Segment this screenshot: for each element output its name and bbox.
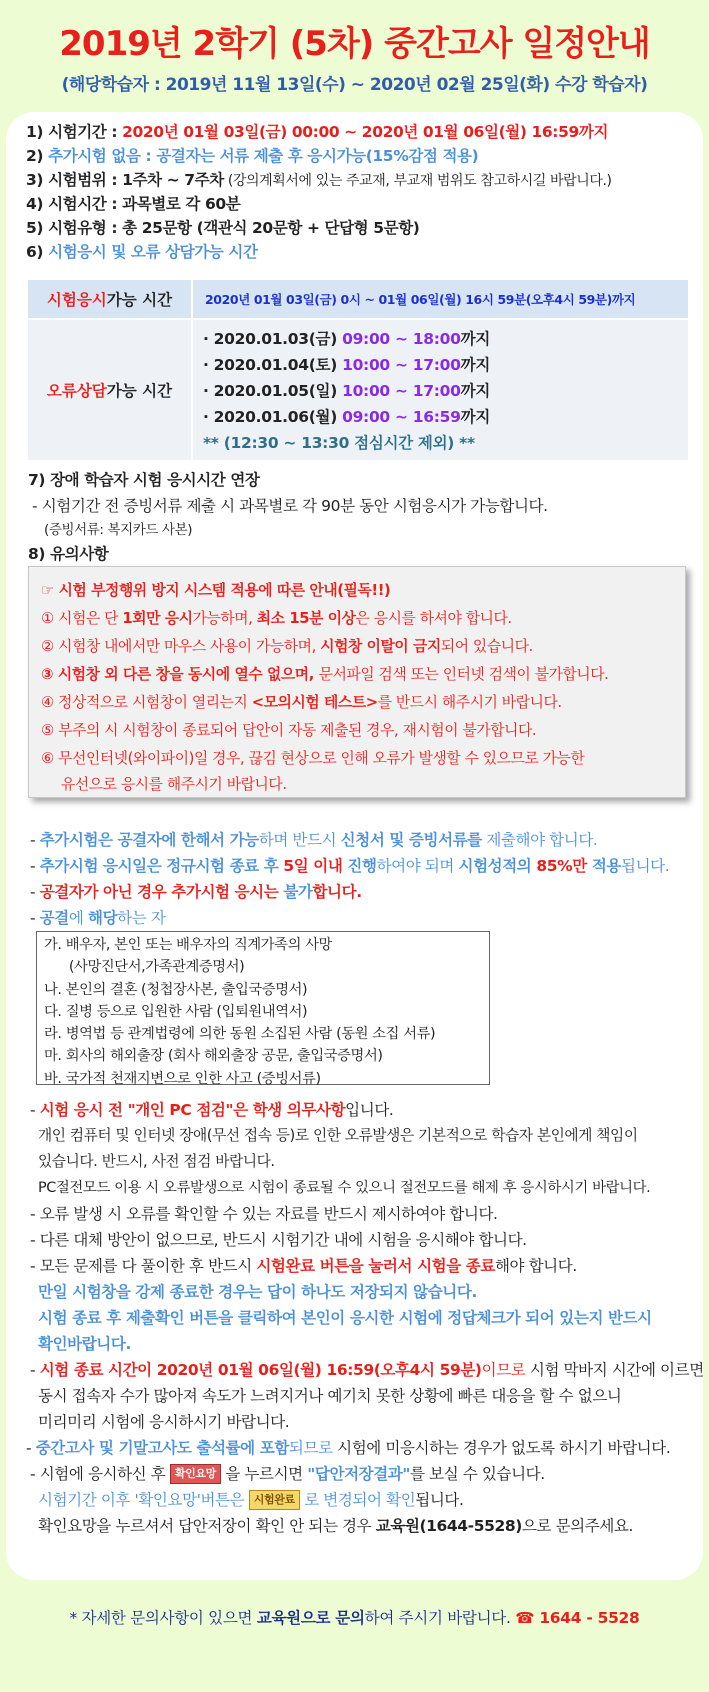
notice-line: ③ 시험창 외 다른 창을 동시에 열수 없으며, 문서파일 검색 또는 인터넷 검색이 불가합니다. xyxy=(41,666,609,683)
pc-line: 확인요망을 누르셔서 답안저장이 확인 안 되는 경우 교육원(1644-5528)으로 문의주세요. xyxy=(38,1517,634,1535)
pc-line: 있습니다. 반드시, 사전 점검 바랍니다. xyxy=(38,1153,275,1170)
pc-line: 시험기간 이후 '확인요망'버튼은 시험완료 로 변경되어 확인됩니다. xyxy=(38,1491,464,1509)
item-consult-hours: 6) 시험응시 및 오류 상담가능 시간 xyxy=(26,243,258,261)
item-extra-exam: 2) 추가시험 없음 : 공결자는 서류 제출 후 응시가능(15%감점 적용) xyxy=(26,147,479,165)
consult-row: · 2020.01.06(월) 09:00 ~ 16:59까지 xyxy=(203,408,490,426)
pc-line: - 시험에 응시하신 후 확인요망 을 누르시면 "답안저장결과"를 보실 수 있습니다. xyxy=(30,1465,545,1483)
notice-box xyxy=(28,566,686,798)
pc-line: PC절전모드 이용 시 오류발생으로 시험이 종료될 수 있으니 절전모드를 해제 후 응시하시기 바랍니다. xyxy=(38,1180,651,1196)
consult-row: · 2020.01.05(일) 10:00 ~ 17:00까지 xyxy=(203,382,490,400)
table-body-value xyxy=(193,320,688,460)
notice-line: ② 시험창 내에서만 마우스 사용이 가능하며, 시험창 이탈이 금지되어 있습니다. xyxy=(41,638,533,655)
extra-line: - 공결자가 아닌 경우 추가시험 응시는 불가합니다. xyxy=(30,883,362,901)
notice-line: ⑥ 무선인터넷(와이파이)일 경우, 끊김 현상으로 인해 오류가 발생할 수 있으므로 가능한 xyxy=(41,750,585,767)
list-item: (사망진단서,가족관계증명서) xyxy=(44,959,245,976)
notice-title: ☞ 시험 부정행위 방지 시스템 적용에 따른 안내(필독!!) xyxy=(41,582,391,599)
footer-contact: * 자세한 문의사항이 있으면 교육원으로 문의하여 주시기 바랍니다. ☎ 1644 - 5528 xyxy=(69,1609,640,1627)
confirm-required-button[interactable]: 확인요망 xyxy=(170,1464,221,1484)
section-7-title: 7) 장애 학습자 시험 응시시간 연장 xyxy=(28,471,260,489)
extra-line: - 추가시험 응시일은 정규시험 종료 후 5일 이내 진행하여야 되며 시험성적의 85%만 적용됩니다. xyxy=(30,857,670,875)
pc-line: - 모든 문제를 다 풀이한 후 반드시 시험완료 버튼을 눌러서 시험을 종료해야 합니다. xyxy=(30,1257,577,1275)
section-7-note: (증빙서류: 복지카드 사본) xyxy=(44,522,193,538)
item-exam-type: 5) 시험유형 : 총 25문항 (객관식 20문항 + 단답형 5문항) xyxy=(26,219,420,237)
pc-line: 미리미리 시험에 응시하시기 바랍니다. xyxy=(38,1413,290,1431)
table-header-label: 시험응시 가능 시간 xyxy=(28,280,191,318)
schedule-table xyxy=(28,280,688,460)
item-exam-range: 3) 시험범위 : 1주차 ~ 7주차 (강의계획서에 있는 주교재, 부교재 범위도 참고하시길 바랍니다.) xyxy=(26,171,612,189)
content-card xyxy=(6,112,703,1580)
table-body-label: 오류상담 가능 시간 xyxy=(28,320,191,460)
phone-number: ☎ 1644 - 5528 xyxy=(515,1609,640,1627)
pc-line: - 시험 응시 전 "개인 PC 점검"은 학생 의무사항입니다. xyxy=(30,1101,394,1119)
list-item: 다. 질병 등으로 입원한 사람 (입퇴원내역서) xyxy=(44,1003,308,1020)
list-item: 라. 병역법 등 관계법령에 의한 동원 소집된 사람 (동원 소집 서류) xyxy=(44,1026,436,1043)
excuse-list xyxy=(36,931,490,1085)
exam-complete-button[interactable]: 시험완료 xyxy=(249,1490,300,1510)
pc-line: 시험 종료 후 제출확인 버튼을 클릭하여 본인이 응시한 시험에 정답체크가 되어 있는지 반드시 xyxy=(38,1309,652,1327)
pc-line: 동시 접속자 수가 많아져 속도가 느려지거나 예기치 못한 상황에 빠른 대응을 할 수 없으니 xyxy=(38,1387,622,1405)
pc-line: - 오류 발생 시 오류를 확인할 수 있는 자료를 반드시 제시하여야 합니다. xyxy=(30,1205,498,1223)
lunch-note: ** (12:30 ~ 13:30 점심시간 제외) ** xyxy=(203,434,475,452)
item-exam-time: 4) 시험시간 : 과목별로 각 60분 xyxy=(26,195,241,213)
consult-row: · 2020.01.03(금) 09:00 ~ 18:00까지 xyxy=(203,330,490,348)
section-8-title: 8) 유의사항 xyxy=(28,545,109,563)
page-header xyxy=(0,22,709,95)
notice-line: ④ 정상적으로 시험창이 열리는지 <모의시험 테스트>를 반드시 해주시기 바랍니다. xyxy=(41,694,562,711)
section-7-line: - 시험기간 전 증빙서류 제출 시 과목별로 각 90분 동안 시험응시가 가능합니다. xyxy=(32,497,548,515)
pc-line: - 중간고사 및 기말고사도 출석률에 포함되므로 시험에 미응시하는 경우가 없도록 하시기 바랍니다. xyxy=(26,1439,671,1457)
list-item: 마. 회사의 해외출장 (회사 해외출장 공문, 출입국증명서) xyxy=(44,1048,383,1065)
pc-line: 확인바랍니다. xyxy=(38,1335,131,1353)
notice-line: 유선으로 응시를 해주시기 바랍니다. xyxy=(61,776,287,793)
pc-line: 개인 컴퓨터 및 인터넷 장애(무선 접속 등)로 인한 오류발생은 기본적으로 학습자 본인에게 책임이 xyxy=(38,1127,638,1144)
list-item: 바. 국가적 천재지변으로 인한 사고 (증빙서류) xyxy=(44,1070,321,1087)
pc-line: - 다른 대체 방안이 없으므로, 반드시 시험기간 내에 시험을 응시해야 합니다. xyxy=(30,1231,527,1249)
table-header-value: 2020년 01월 03일(금) 0시 ~ 01월 06일(월) 16시 59분(오후4시 59분)까지 xyxy=(193,280,688,318)
item-exam-period: 1) 시험기간 : 2020년 01월 03일(금) 00:00 ~ 2020년 01월 06일(월) 16:59까지 xyxy=(26,123,609,141)
pc-line: 만일 시험창을 강제 종료한 경우는 답이 하나도 저장되지 않습니다. xyxy=(38,1283,477,1301)
page-subtitle: (해당학습자 : 2019년 11월 13일(수) ~ 2020년 02월 25일(화) 수강 학습자) xyxy=(61,75,648,95)
extra-line: - 추가시험은 공결자에 한해서 가능하며 반드시 신청서 및 증빙서류를 제출해야 합니다. xyxy=(30,831,598,849)
pc-line: - 시험 종료 시간이 2020년 01월 06일(월) 16:59(오후4시 59분)이므로 시험 막바지 시간에 이르면 xyxy=(30,1361,704,1379)
notice-line: ⑤ 부주의 시 시험창이 종료되어 답안이 자동 제출된 경우, 재시험이 불가합니다. xyxy=(41,722,537,739)
list-item: 가. 배우자, 본인 또는 배우자의 직계가족의 사망 xyxy=(44,937,332,953)
extra-line: - 공결에 해당하는 자 xyxy=(30,909,166,927)
notice-line: ① 시험은 단 1회만 응시가능하며, 최소 15분 이상은 응시를 하셔야 합니다. xyxy=(41,610,512,627)
list-item: 나. 본인의 결혼 (청첩장사본, 출입국증명서) xyxy=(44,981,308,998)
consult-row: · 2020.01.04(토) 10:00 ~ 17:00까지 xyxy=(203,356,490,374)
page-title: 2019년 2학기 (5차) 중간고사 일정안내 xyxy=(59,24,650,64)
